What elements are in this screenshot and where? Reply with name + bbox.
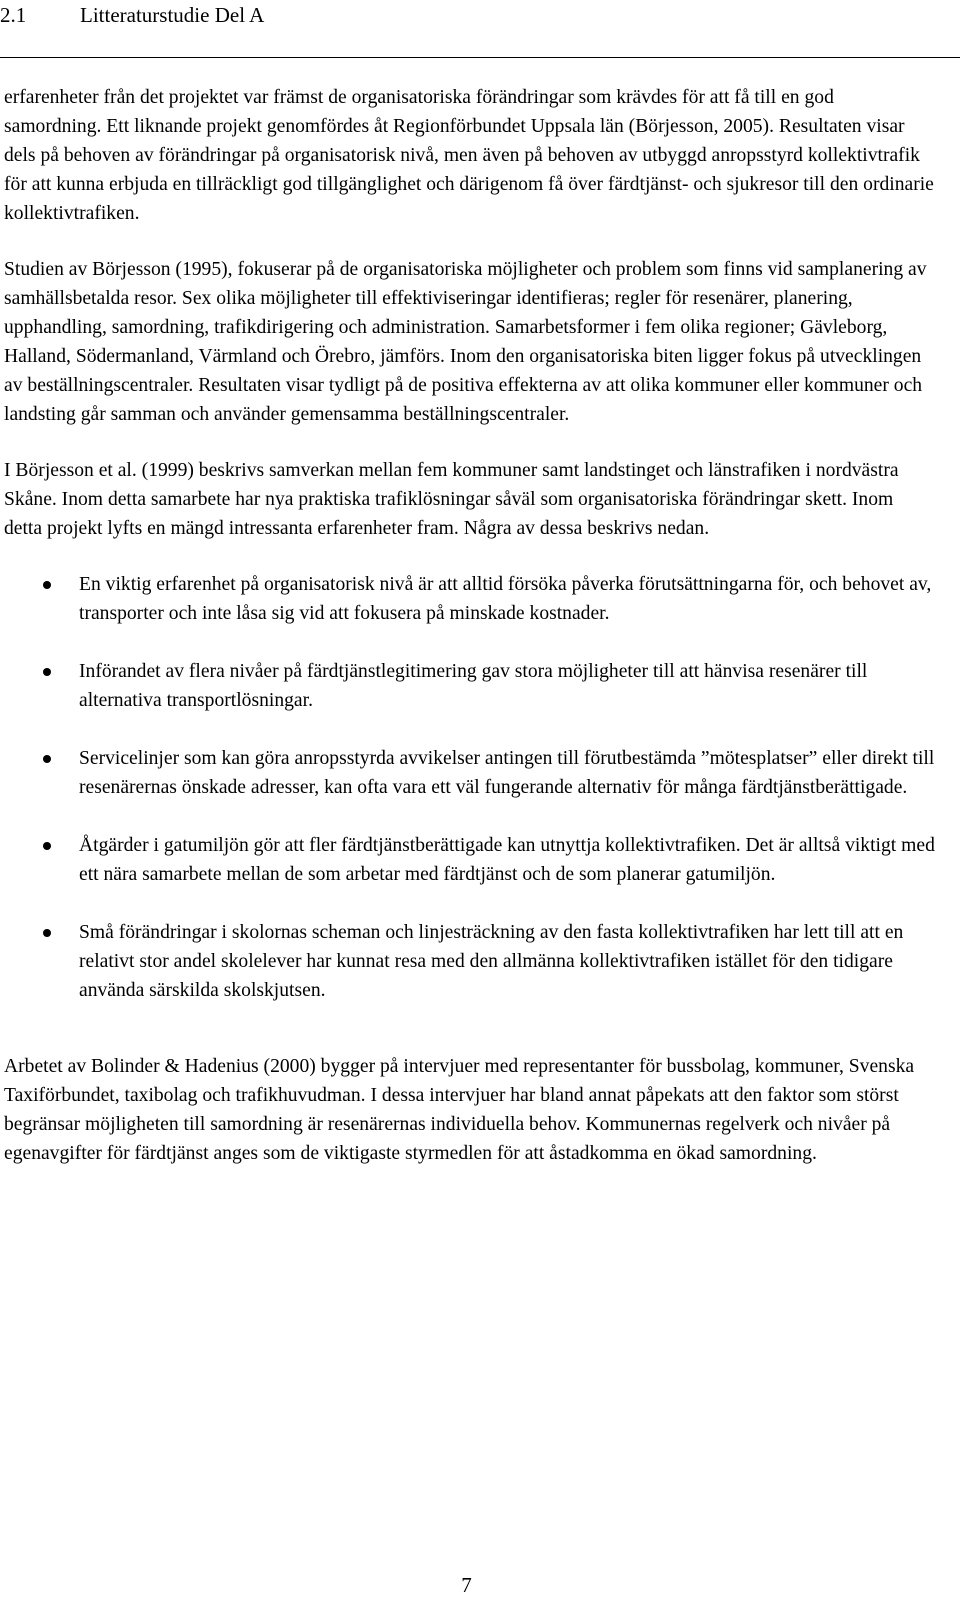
list-item-text: Införandet av flera nivåer på färdtjänstlegitimering gav stora möjligheter till att hänvisa resenärer till alternativa transportlösningar.	[79, 661, 868, 711]
list-item	[4, 570, 936, 628]
document-body	[4, 83, 936, 1195]
paragraph-bolinder-hadenius: Arbetet av Bolinder & Hadenius (2000) bygger på intervjuer med representanter för bussbolag, kommuner, Svenska Taxiförbundet, taxibolag och trafikhuvudman. I dessa intervjuer har bland annat påpekats att den faktor som störst begränsar möjligheten till samordning är resenärernas individuella behov. Kommunernas regelverk och nivåer på egenavgifter för färdtjänst anges som de viktigaste styrmedlen för att åstadkomma en ökad samordning.	[4, 1056, 915, 1164]
paragraph-borjesson-1999: I Börjesson et al. (1999) beskrivs samverkan mellan fem kommuner samt landstinget och länstrafiken i nordvästra Skåne. Inom detta samarbete har nya praktiska trafiklösningar såväl som organisatoriska förändringar skett. Inom detta projekt lyfts en mängd intressanta erfarenheter fram. Några av dessa beskrivs nedan.	[4, 460, 899, 539]
list-item-text: Servicelinjer som kan göra anropsstyrda avvikelser antingen till förutbestämda ”mötesplatser” eller direkt till resenärernas önskade adresser, kan ofta vara ett väl fungerande alternativ för många färdtjänstberättigade.	[79, 748, 935, 798]
list-item	[4, 744, 936, 802]
bullet-icon	[43, 842, 51, 850]
list-item	[4, 918, 936, 1005]
page-header	[0, 0, 960, 58]
list-item	[4, 831, 936, 889]
bullet-icon	[43, 929, 51, 937]
experience-list	[4, 570, 936, 1005]
page-number: 7	[461, 1573, 472, 1597]
section-title: Litteraturstudie Del A	[80, 3, 265, 27]
list-item	[4, 657, 936, 715]
bullet-icon	[43, 755, 51, 763]
bullet-icon	[43, 668, 51, 676]
list-item-text: Små förändringar i skolornas scheman och linjesträckning av den fasta kollektivtrafiken har lett till att en relativt stor andel skolelever har kunnat resa med den allmänna kollektivtrafiken istället för den tidigare använda särskilda skolskjutsen.	[79, 922, 904, 1001]
paragraph-borjesson-1995: Studien av Börjesson (1995), fokuserar på de organisatoriska möjligheter och problem som finns vid samplanering av samhällsbetalda resor. Sex olika möjligheter till effektiviseringar identifieras; regler för resenärer, planering, upphandling, samordning, trafikdirigering och administration. Samarbetsformer i fem olika regioner; Gävleborg, Halland, Södermanland, Värmland och Örebro, jämförs. Inom den organisatoriska biten ligger fokus på utvecklingen av beställningscentraler. Resultaten visar tydligt på de positiva effekterna av att olika kommuner eller kommuner och landsting går samman och använder gemensamma beställningscentraler.	[4, 259, 927, 425]
bullet-icon	[43, 581, 51, 589]
paragraph-continuation: erfarenheter från det projektet var främst de organisatoriska förändringar som krävdes för att få till en god samordning. Ett liknande projekt genomfördes åt Regionförbundet Uppsala län (Börjesson, 2005). Resultaten visar dels på behoven av förändringar på organisatorisk nivå, men även på behoven av utbyggd anropsstyrd kollektivtrafik för att kunna erbjuda en tillräckligt god tillgänglighet och därigenom få över färdtjänst- och sjukresor till den ordinarie kollektivtrafiken.	[4, 87, 934, 224]
list-item-text: En viktig erfarenhet på organisatorisk nivå är att alltid försöka påverka förutsättningarna för, och behovet av, transporter och inte låsa sig vid att fokusera på minskade kostnader.	[79, 574, 932, 624]
list-item-text: Åtgärder i gatumiljön gör att fler färdtjänstberättigade kan utnyttja kollektivtrafiken. Det är alltså viktigt med ett nära samarbete mellan de som arbetar med färdtjänst och de som planerar gatumiljön.	[79, 835, 935, 885]
section-number: 2.1	[0, 3, 27, 27]
